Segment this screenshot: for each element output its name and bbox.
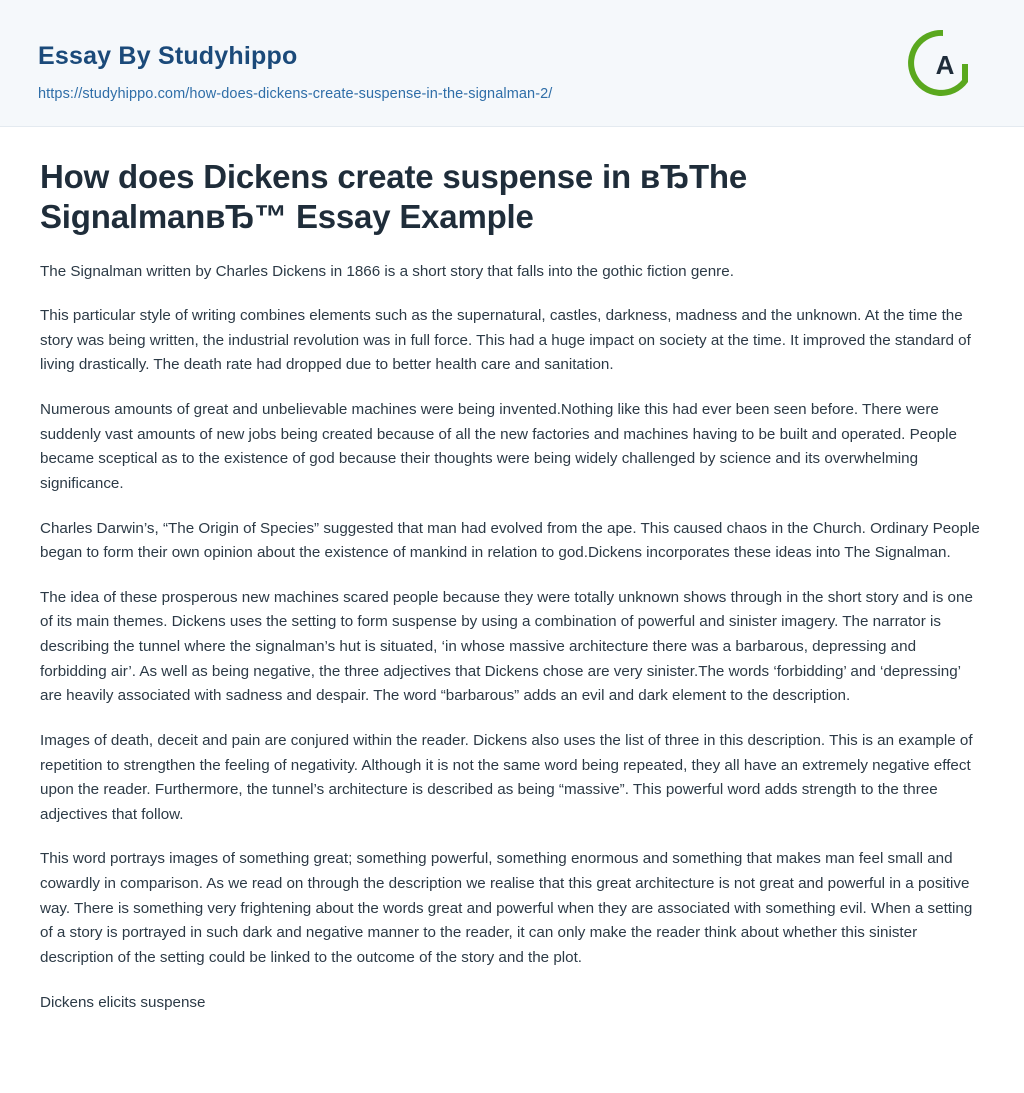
paragraph: The idea of these prosperous new machines scared people because they were totally unknown shows through in the short story and is one of its main themes. Dickens uses the setting to form suspense by using a combination of powerful and sinister imagery. The narrator is describing the tunnel where the signalman’s hut is situated, ‘in whose massive architecture there was a barbarous, depressing and forbidding air’. As well as being negative, the three adjectives that Dickens chose are very sinister.The words ‘forbidding’ and ‘depressing’ are heavily associated with sadness and despair. The word “barbarous” adds an evil and dark element to the description.: [40, 588, 973, 705]
paragraph: Charles Darwin’s, “The Origin of Species” suggested that man had evolved from the ape. This caused chaos in the Church. Ordinary People began to form their own opinion about the existence of mankind in relation to god.Dickens incorporates these ideas into The Signalman.: [40, 519, 980, 562]
svg-text:A: A: [935, 50, 955, 80]
studyhippo-logo-icon: [904, 24, 982, 102]
paragraph: Dickens elicits suspense: [40, 993, 206, 1011]
site-header: [0, 0, 1024, 127]
paragraph: This word portrays images of something great; something powerful, something enormous and something that makes man feel small and cowardly in comparison. As we read on through the description we realise that this great architecture is not great and powerful in a positive way. There is something very frightening about the words great and powerful when they are associated with something evil. When a setting of a story is portrayed in such dark and negative manner to the reader, it can only make the reader think about whether this sinister description of the setting could be linked to the outcome of the story and the plot.: [40, 850, 973, 966]
source-url[interactable]: https://studyhippo.com/how-does-dickens-create-suspense-in-the-signalman-2/: [38, 86, 553, 102]
article-body: [0, 127, 1024, 1055]
paragraph: Numerous amounts of great and unbelievable machines were being invented.Nothing like this had ever been seen before. There were suddenly vast amounts of new jobs being created because of all the new factories and machines having to be built and operated. People became sceptical as to the existence of god because their thoughts were being widely challenged by science and its overwhelming significance.: [40, 401, 957, 492]
page-title: How does Dickens create suspense in вЂThe SignalmanвЂ™ Essay Example: [40, 158, 748, 236]
paragraph: Images of death, deceit and pain are conjured within the reader. Dickens also uses the list of three in this description. This is an example of repetition to strengthen the feeling of negativity. Although it is not the same word being repeated, they all have an extremely negative effect upon the reader. Furthermore, the tunnel’s architecture is described as being “massive”. This powerful word adds strength to the three adjectives that follow.: [40, 731, 973, 823]
brand-title: Essay By Studyhippo: [38, 42, 298, 70]
paragraph: The Signalman written by Charles Dickens in 1866 is a short story that falls into the gothic fiction genre.: [40, 262, 734, 280]
paragraph: This particular style of writing combines elements such as the supernatural, castles, darkness, madness and the unknown. At the time the story was being written, the industrial revolution was in full force. This had a huge impact on society at the time. It improved the standard of living drastically. The death rate had dropped due to better health care and sanitation.: [40, 307, 971, 374]
